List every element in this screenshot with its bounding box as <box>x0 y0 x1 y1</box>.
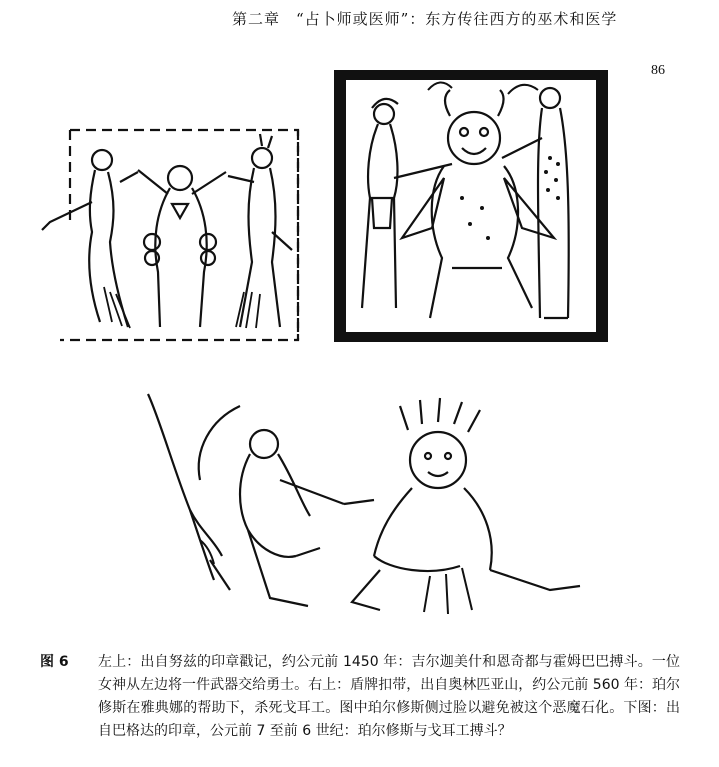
shield-band-illustration <box>332 68 610 344</box>
figure-caption: 左上：出自努兹的印章戳记，约公元前 1450 年：吉尔迦美什和恩奇都与霍姆巴巴搏斗。一位女神从左边将一件武器交给勇士。右上：盾牌扣带，出自奥林匹亚山，约公元前 560 年：珀尔修斯在雅典娜的帮助下，杀死戈耳工。图中珀尔修斯侧过脸以避免被这个恶魔石化。下图：出自巴格达的印章，公元前 7 至前 6 世纪：珀尔修斯与戈耳工搏斗？ <box>98 654 680 739</box>
figure-caption-block <box>40 651 680 743</box>
page-number: 86 <box>651 63 665 78</box>
seal-impression-illustration <box>40 122 312 350</box>
figure-label: 图 6 <box>40 654 69 670</box>
baghdad-seal-illustration <box>130 380 590 630</box>
running-head: 第二章 “占卜师或医师”：东方传往西方的巫术和医学 <box>232 10 618 28</box>
